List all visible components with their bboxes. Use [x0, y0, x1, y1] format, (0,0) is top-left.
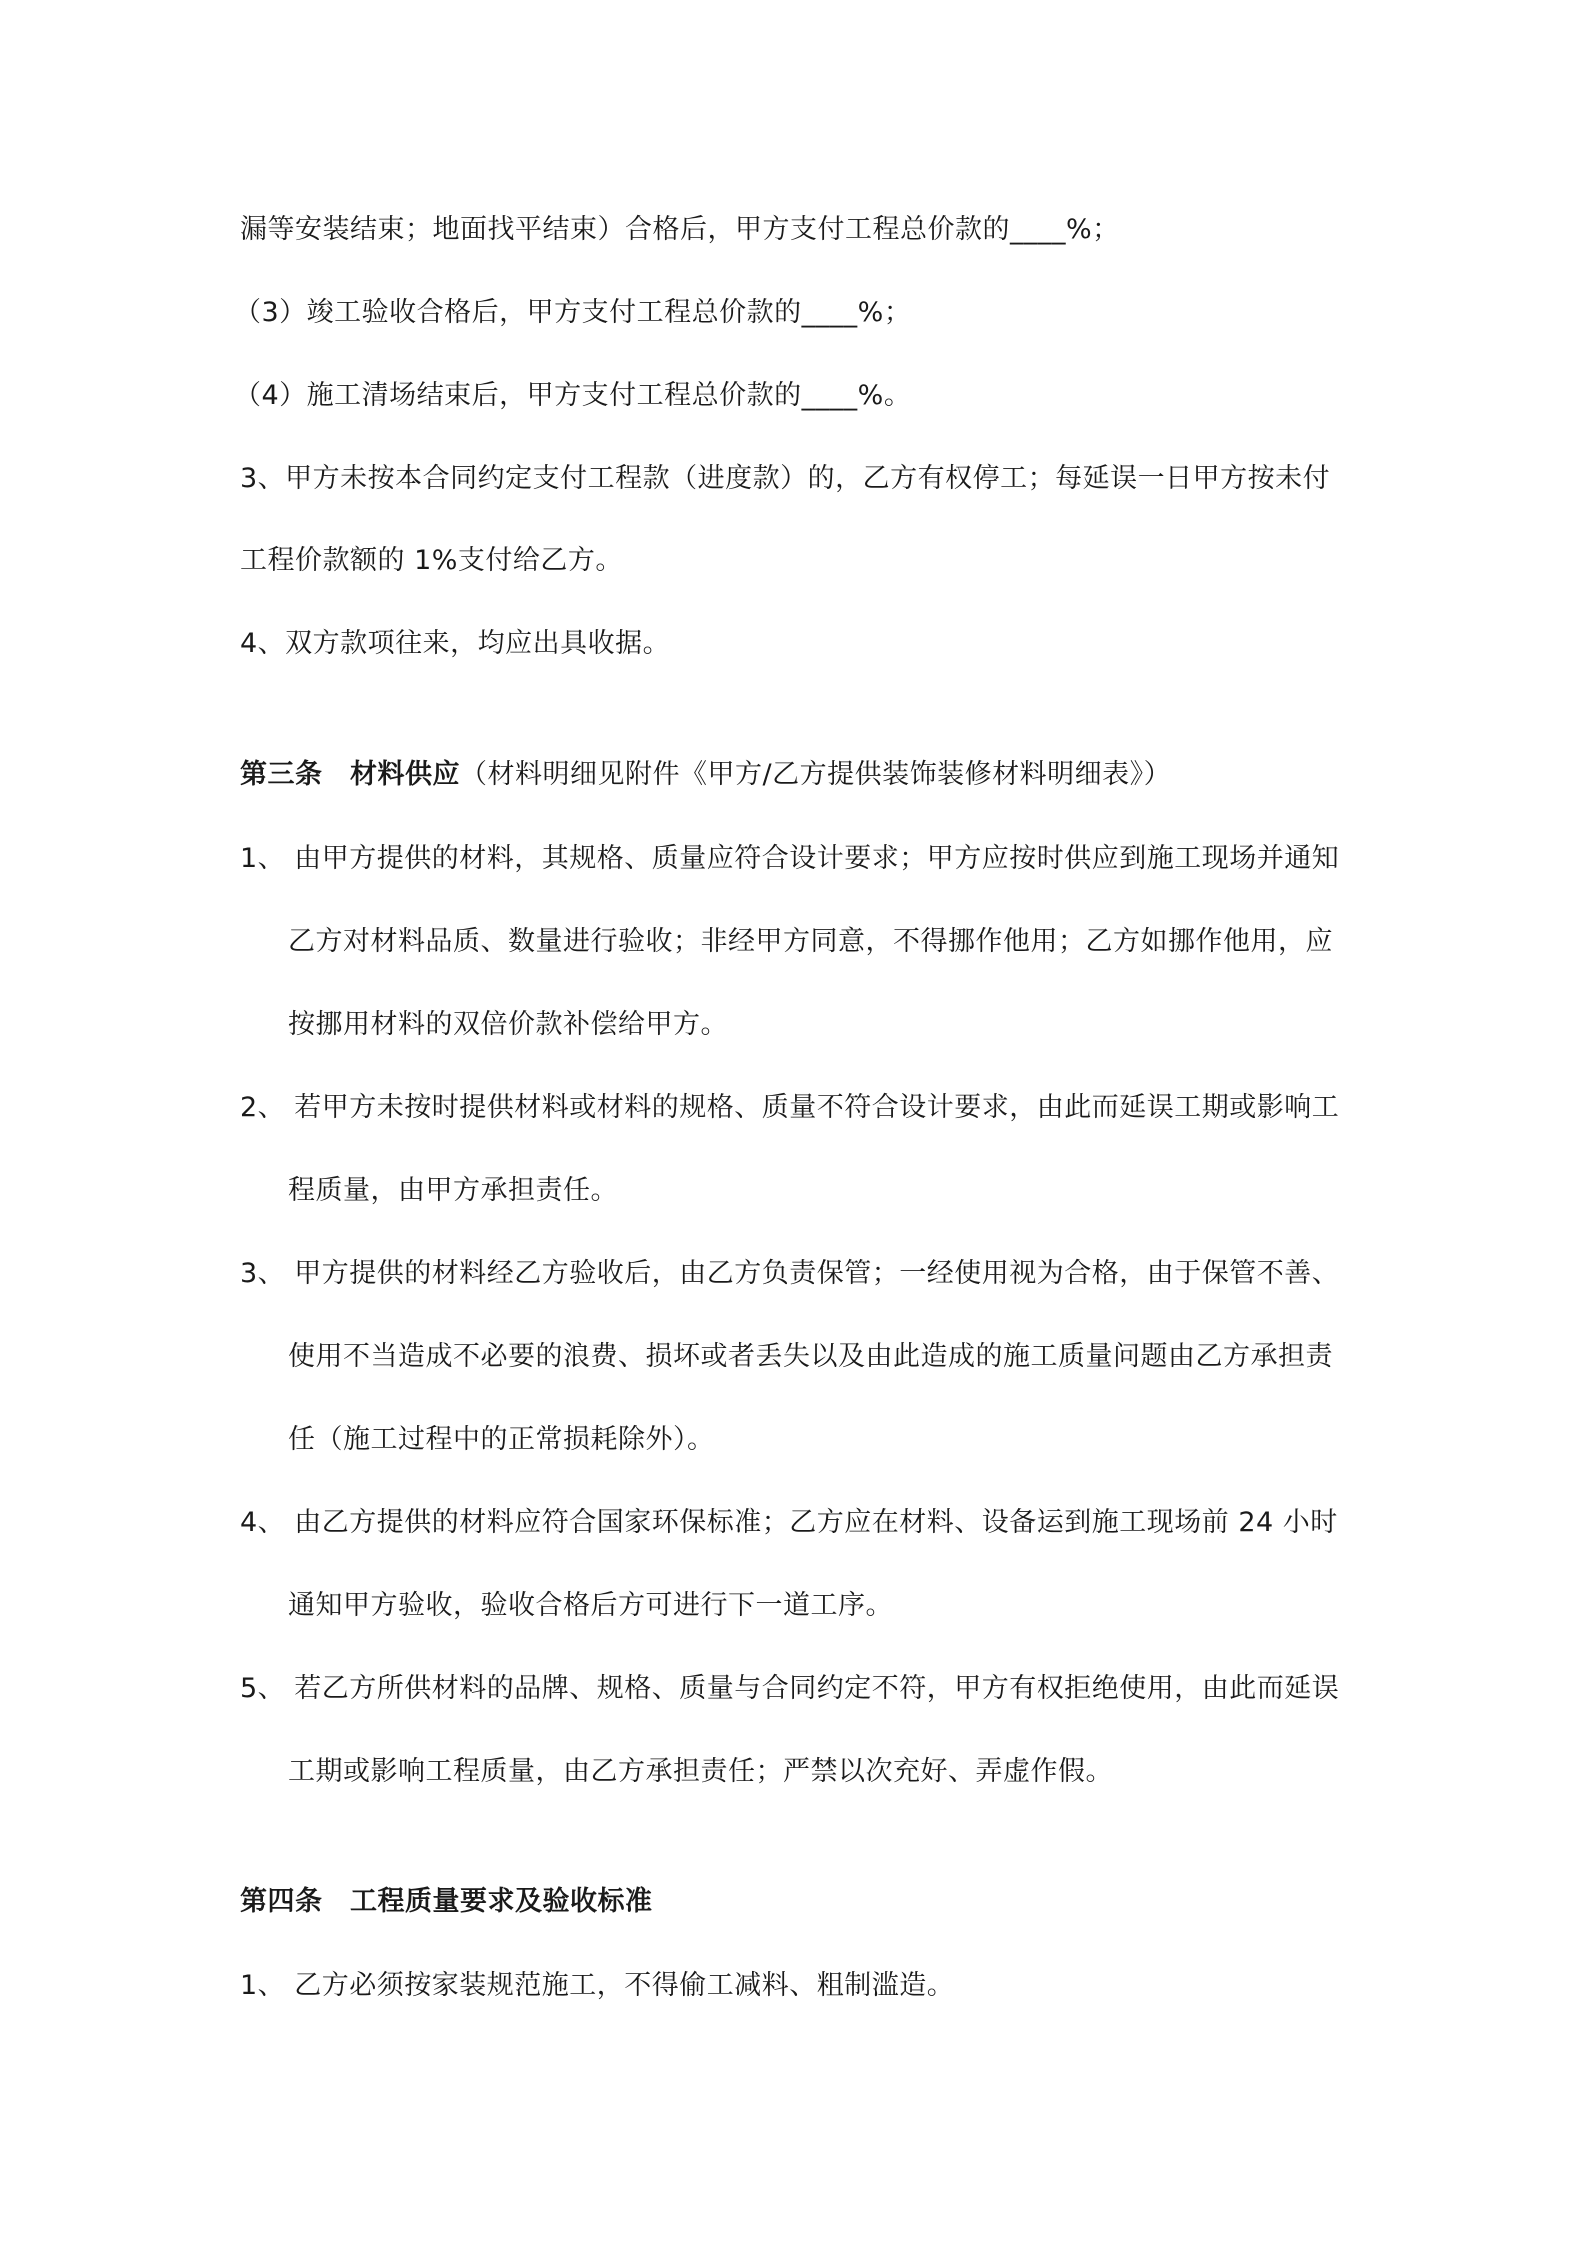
list-item-continuation: 工期或影响工程质量，由乙方承担责任；严禁以次充好、弄虚作假。: [288, 1756, 1113, 1787]
list-item: 1、 乙方必须按家装规范施工，不得偷工减料、粗制滥造。: [240, 1970, 955, 2001]
list-item-continuation: 任（施工过程中的正常损耗除外）。: [288, 1424, 715, 1455]
list-item-continuation: 通知甲方验收，验收合格后方可进行下一道工序。: [288, 1590, 893, 1621]
list-item: 5、 若乙方所供材料的品牌、规格、质量与合同约定不符，甲方有权拒绝使用，由此而延误: [240, 1673, 1340, 1704]
paragraph-line: 工程价款额的 1%支付给乙方。: [240, 545, 623, 576]
paragraph-line: 4、双方款项往来，均应出具收据。: [240, 628, 671, 659]
article-3-note: （材料明细见附件《甲方/乙方提供装饰装修材料明细表》）: [460, 759, 1172, 790]
list-item-continuation: 乙方对材料品质、数量进行验收；非经甲方同意，不得挪作他用；乙方如挪作他用，应: [288, 926, 1333, 957]
list-item: 2、 若甲方未按时提供材料或材料的规格、质量不符合设计要求，由此而延误工期或影响工: [240, 1092, 1340, 1123]
paragraph-line: （4）施工清场结束后，甲方支付工程总价款的____%。: [234, 380, 912, 411]
paragraph-line: 漏等安装结束；地面找平结束）合格后，甲方支付工程总价款的____%；: [240, 214, 1120, 245]
list-item: 1、 由甲方提供的材料，其规格、质量应符合设计要求；甲方应按时供应到施工现场并通知: [240, 843, 1340, 874]
list-item-continuation: 程质量，由甲方承担责任。: [288, 1175, 618, 1206]
list-item: 4、 由乙方提供的材料应符合国家环保标准；乙方应在材料、设备运到施工现场前 24 小时: [240, 1507, 1338, 1538]
list-item-continuation: 使用不当造成不必要的浪费、损坏或者丢失以及由此造成的施工质量问题由乙方承担责: [288, 1341, 1333, 1372]
article-4-heading: 第四条 工程质量要求及验收标准: [240, 1886, 653, 1917]
list-item: 3、 甲方提供的材料经乙方验收后，由乙方负责保管；一经使用视为合格，由于保管不善、: [240, 1258, 1340, 1289]
article-3-title: 第三条 材料供应: [240, 759, 460, 790]
paragraph-line: （3）竣工验收合格后，甲方支付工程总价款的____%；: [234, 297, 912, 328]
list-item-continuation: 按挪用材料的双倍价款补偿给甲方。: [288, 1009, 728, 1040]
paragraph-line: 3、甲方未按本合同约定支付工程款（进度款）的，乙方有权停工；每延误一日甲方按未付: [240, 463, 1331, 494]
article-3-heading: [240, 755, 1171, 795]
